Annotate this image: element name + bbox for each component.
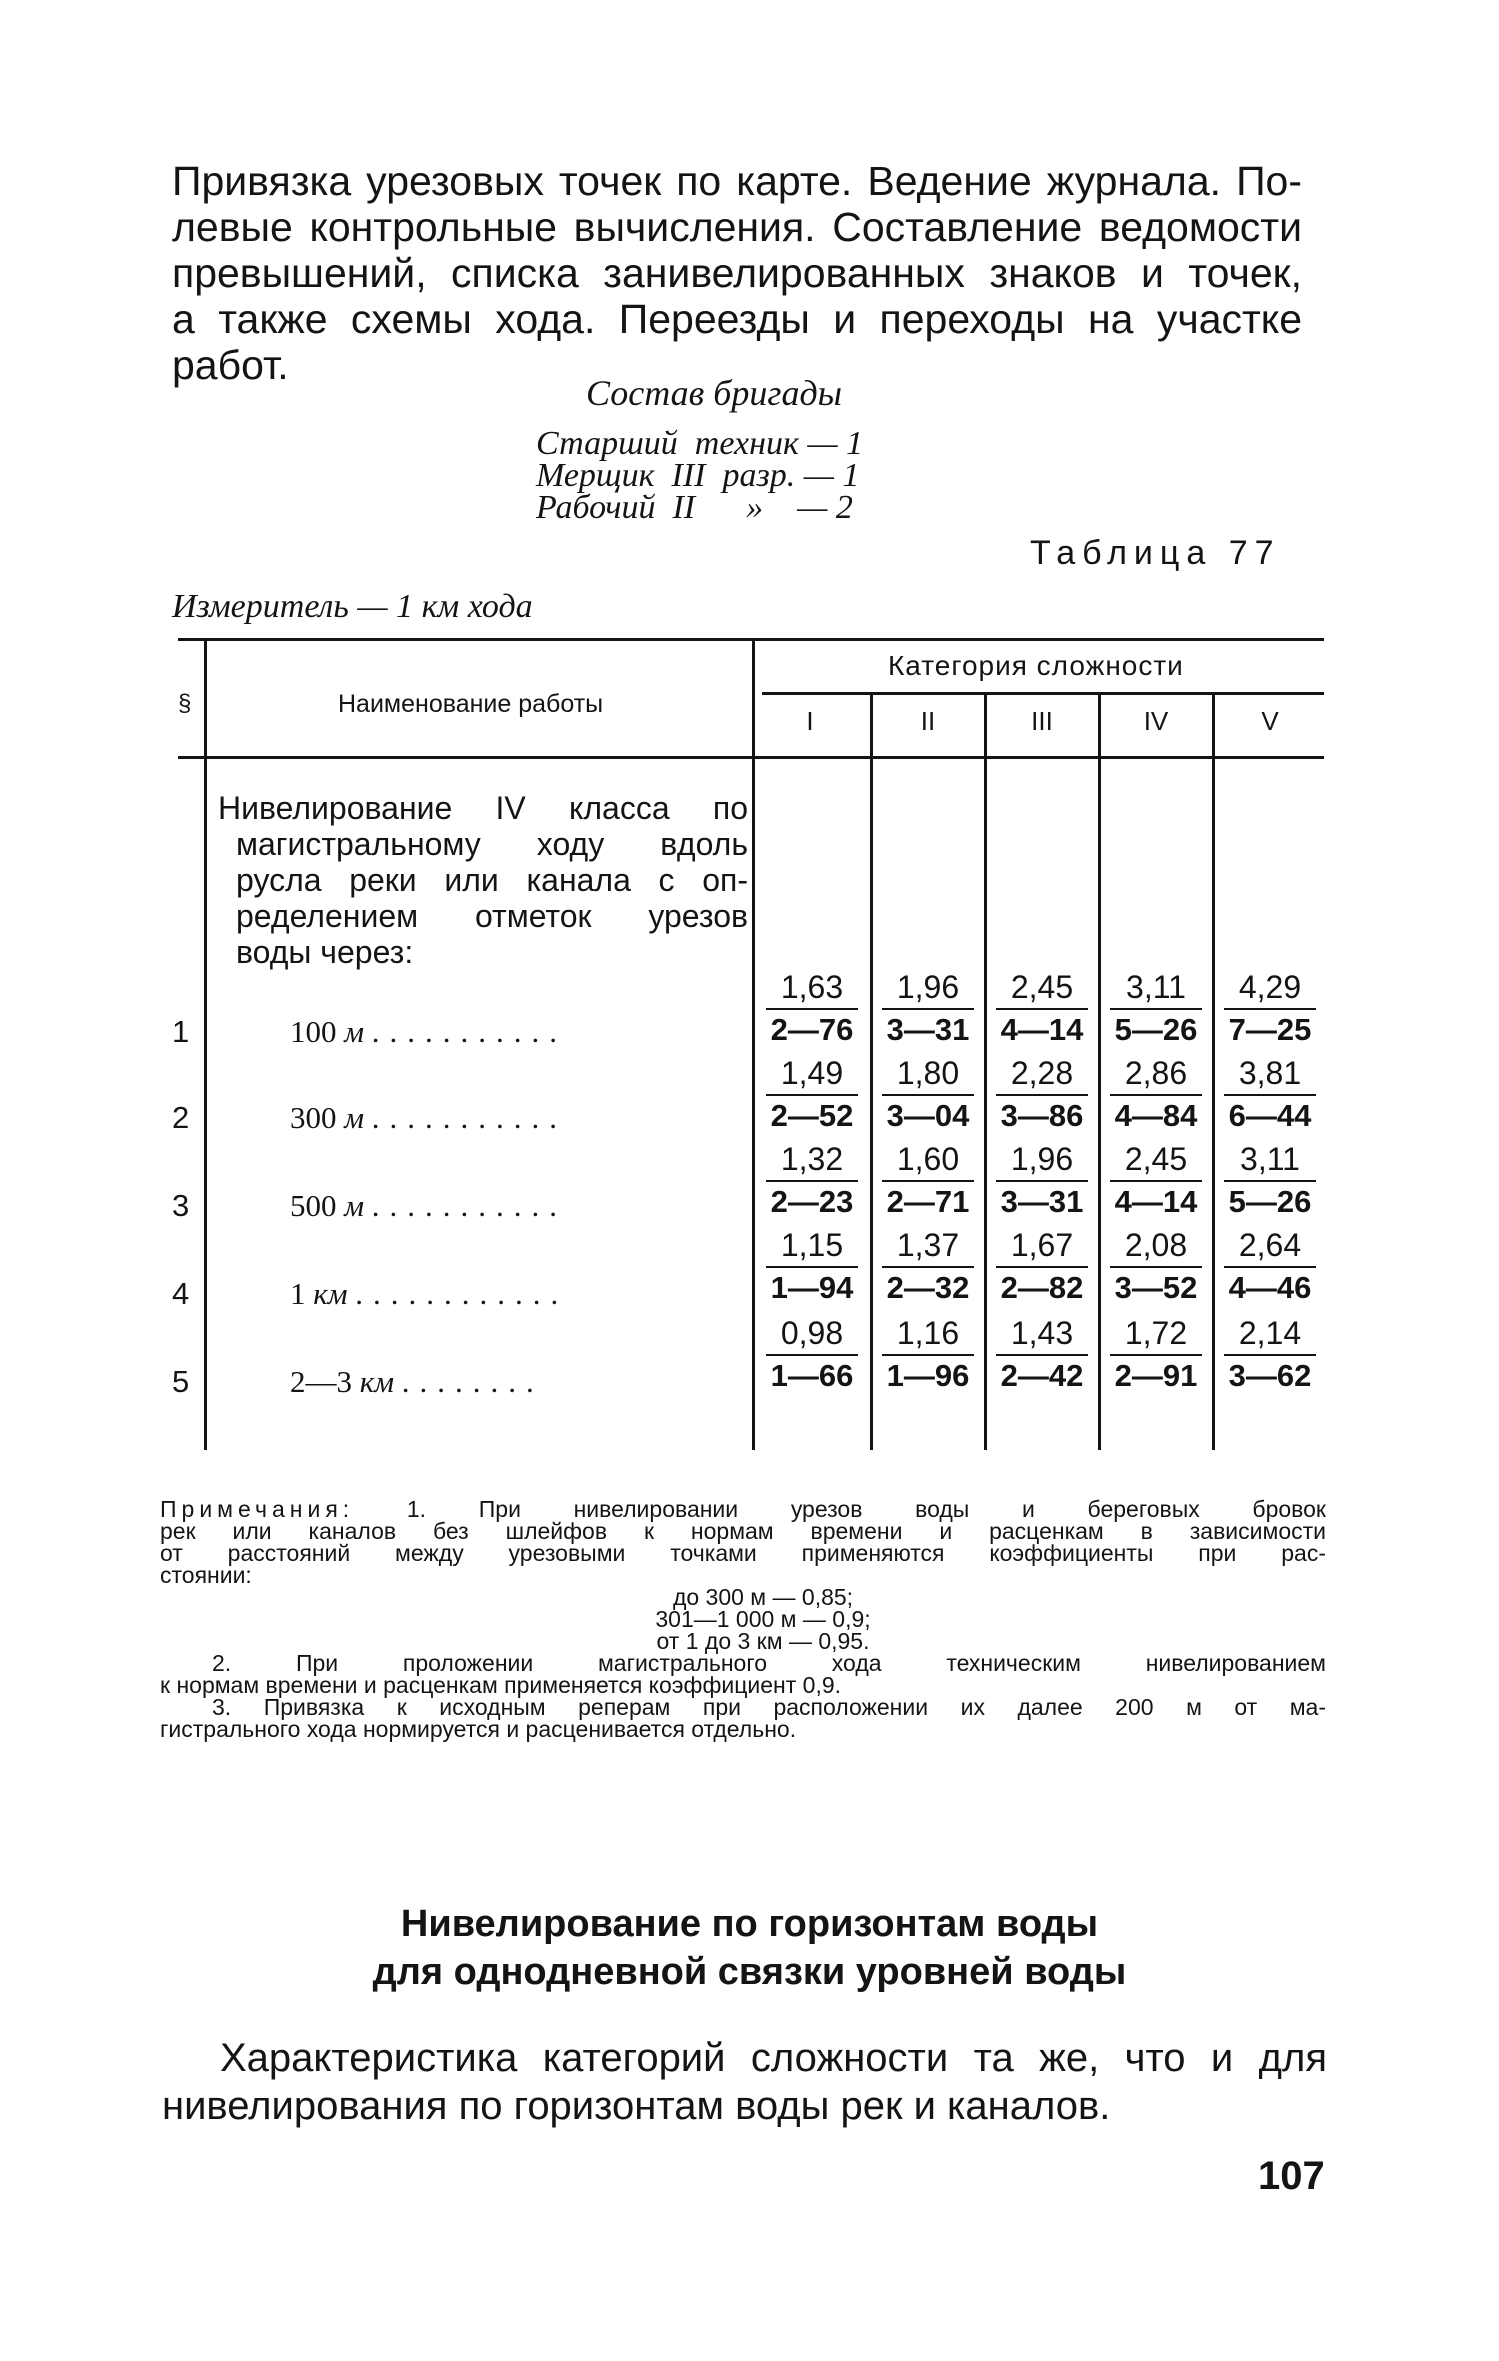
work-line: русла реки или канала с оп- [236, 862, 748, 898]
rate-cell [758, 1224, 866, 1308]
col-divider [984, 694, 987, 1450]
price: 2—32 [886, 1270, 970, 1305]
rate-cell [988, 1224, 1096, 1308]
time-norm: 3,11 [1126, 969, 1186, 1005]
price: 2—91 [1114, 1358, 1198, 1393]
time-norm: 2,28 [1010, 1055, 1074, 1091]
note-line: рек или каналов без шлейфов к нормам времени и расценкам в зависимости [160, 1518, 1326, 1544]
distance-value: 1 [290, 1276, 306, 1311]
work-line: Нивелирование IV класса по [218, 790, 748, 826]
col-work-header: Наименование работы [338, 690, 604, 718]
leader-dots: ........... [371, 1014, 568, 1049]
time-norm: 1,37 [896, 1227, 960, 1263]
intro-line: левые контрольные вычисления. Составление ведомости [172, 204, 1302, 250]
time-norm: 0,98 [780, 1315, 844, 1351]
rate-cell [758, 966, 866, 1050]
work-line: ределением отметок урезов [236, 898, 748, 934]
note-text: 1. При нивелировании урезов воды и береговых бровок [406, 1496, 1326, 1522]
time-norm: 1,80 [896, 1055, 960, 1091]
page-number: 107 [1258, 2154, 1325, 2198]
price: 3—62 [1228, 1358, 1312, 1393]
rate-cell [1102, 966, 1210, 1050]
col-divider [1098, 694, 1101, 1450]
leader-dots: ........... [371, 1100, 568, 1135]
col-divider [204, 638, 207, 1450]
price: 4—14 [1000, 1012, 1084, 1047]
char-line: Характеристика категорий сложности та же, что и для [220, 2036, 1327, 2080]
rate-cell [1102, 1138, 1210, 1222]
crew-list [536, 425, 864, 526]
distance-unit: км [313, 1276, 348, 1311]
coefficient-line: до 300 м — 0,85; [672, 1584, 854, 1610]
rate-cell [988, 1138, 1096, 1222]
distance-value: 500 [290, 1188, 337, 1223]
norms-table [172, 638, 1324, 1450]
distance-unit: км [359, 1364, 395, 1399]
time-norm: 1,96 [1010, 1141, 1074, 1177]
time-norm: 1,60 [896, 1141, 960, 1177]
note-line [160, 1498, 1326, 1520]
price: 2—76 [770, 1012, 854, 1047]
row-number: 1 [172, 1014, 190, 1049]
measure-unit: Измеритель — 1 км хода [172, 588, 533, 625]
rate-cell [988, 1312, 1096, 1396]
price: 5—26 [1228, 1184, 1312, 1219]
table-top-rule [178, 638, 1324, 641]
intro-paragraph [172, 158, 1302, 388]
intro-line: а также схемы хода. Переезды и переходы на участке работ. [172, 296, 1302, 388]
time-norm: 1,16 [896, 1315, 960, 1351]
section-heading-line: для однодневной связки уровней воды [372, 1951, 1127, 1993]
rate-cell [988, 966, 1096, 1050]
price: 4—84 [1114, 1098, 1198, 1133]
distance-unit: м [344, 1100, 365, 1135]
leader-dots: ........... [371, 1188, 568, 1223]
intro-line: Привязка урезовых точек по карте. Ведение журнала. По- [172, 158, 1302, 204]
time-norm: 1,67 [1010, 1227, 1074, 1263]
price: 3—31 [1000, 1184, 1084, 1219]
price: 7—25 [1228, 1012, 1312, 1047]
time-norm: 1,49 [780, 1055, 844, 1091]
row-number: 4 [172, 1276, 190, 1311]
price: 3—31 [886, 1012, 970, 1047]
crew-member: Рабочий II » — 2 [536, 489, 853, 526]
crew-member: Мерщик III разр. — 1 [536, 457, 860, 494]
time-norm: 2,45 [1124, 1141, 1188, 1177]
rate-cell [988, 1052, 1096, 1136]
rate-cell [874, 1138, 982, 1222]
price: 2—52 [770, 1098, 854, 1133]
rate-cell [874, 966, 982, 1050]
rate-cell [874, 1224, 982, 1308]
table-notes [160, 1498, 1326, 1740]
category-label: IV [1143, 706, 1169, 736]
time-norm: 3,81 [1238, 1055, 1302, 1091]
time-norm: 4,29 [1238, 969, 1302, 1005]
time-norm: 2,86 [1124, 1055, 1188, 1091]
rate-cell [1216, 966, 1324, 1050]
work-line: воды через: [236, 934, 414, 970]
time-norm: 1,32 [780, 1141, 844, 1177]
note-line: к нормам времени и расценкам применяется коэффициент 0,9. [160, 1672, 842, 1698]
price: 5—26 [1114, 1012, 1198, 1047]
coefficient-line: 301—1 000 м — 0,9; [655, 1606, 871, 1632]
notes-label: Примечания: [160, 1496, 355, 1522]
note-line: гистрального хода нормируется и расценивается отдельно. [160, 1716, 797, 1742]
time-norm: 1,72 [1124, 1315, 1188, 1351]
row-number: 5 [172, 1364, 190, 1399]
col-category-header: Категория сложности [888, 650, 1184, 681]
row-number: 3 [172, 1188, 190, 1223]
rate-cell [758, 1138, 866, 1222]
intro-line: превышений, списка занивелированных знаков и точек, [172, 250, 1302, 296]
row-number: 2 [172, 1100, 190, 1135]
work-line: магистральному ходу вдоль [236, 826, 748, 862]
time-norm: 1,43 [1010, 1315, 1074, 1351]
category-rule [762, 692, 1324, 695]
note-line: 3. Привязка к исходным реперам при расположении их далее 200 м от ма- [212, 1694, 1326, 1720]
price: 1—96 [886, 1358, 970, 1393]
col-divider [1212, 694, 1215, 1450]
price: 4—14 [1114, 1184, 1198, 1219]
rate-cell [1102, 1312, 1210, 1396]
price: 3—52 [1114, 1270, 1198, 1305]
distance-value: 300 [290, 1100, 337, 1135]
rate-cell [1216, 1224, 1324, 1308]
price: 1—66 [770, 1358, 854, 1393]
category-label: II [920, 706, 936, 736]
rate-cell [758, 1052, 866, 1136]
time-norm: 2,45 [1010, 969, 1074, 1005]
time-norm: 1,96 [896, 969, 960, 1005]
coefficient-line: от 1 до 3 км — 0,95. [656, 1628, 870, 1654]
distance-value: 100 [290, 1014, 337, 1049]
rate-cell [1102, 1224, 1210, 1308]
rate-cell [758, 1312, 866, 1396]
work-description [218, 790, 748, 970]
note-line: 2. При проложении магистрального хода техническим нивелированием [212, 1650, 1326, 1676]
characteristic-paragraph [162, 2034, 1327, 2130]
price: 3—86 [1000, 1098, 1084, 1133]
distance-unit: м [344, 1014, 365, 1049]
price: 2—71 [886, 1184, 970, 1219]
section-heading [0, 1900, 1499, 1996]
time-norm: 3,11 [1240, 1141, 1300, 1177]
category-label: I [806, 706, 814, 736]
time-norm: 2,14 [1238, 1315, 1302, 1351]
leader-dots: ........ [401, 1364, 544, 1399]
price: 2—23 [770, 1184, 854, 1219]
note-line: от расстояний между урезовыми точками применяются коэффициенты при рас- [160, 1540, 1326, 1566]
char-line: нивелирования по горизонтам воды рек и каналов. [162, 2084, 1111, 2128]
price: 2—42 [1000, 1358, 1084, 1393]
time-norm: 2,08 [1124, 1227, 1188, 1263]
col-divider [870, 694, 873, 1450]
category-label: III [1031, 706, 1053, 736]
price: 1—94 [770, 1270, 854, 1305]
rate-cell [874, 1052, 982, 1136]
leader-dots: ............ [355, 1276, 569, 1311]
time-norm: 2,64 [1238, 1227, 1302, 1263]
rate-cell [1216, 1312, 1324, 1396]
table-number: Таблица 77 [1030, 534, 1281, 572]
crew-member: Старший техник — 1 [536, 425, 864, 462]
price: 3—04 [886, 1098, 970, 1133]
price: 2—82 [1000, 1270, 1084, 1305]
rate-cell [1216, 1052, 1324, 1136]
time-norm: 1,15 [780, 1227, 844, 1263]
distance-value: 2—3 [290, 1364, 352, 1399]
col-section-header: § [178, 690, 192, 717]
rate-cell [1216, 1138, 1324, 1222]
section-heading-line: Нивелирование по горизонтам воды [400, 1903, 1099, 1945]
distance-unit: м [344, 1188, 365, 1223]
category-label: V [1261, 706, 1279, 736]
header-bottom-rule [178, 756, 1324, 759]
price: 6—44 [1228, 1098, 1312, 1133]
price: 4—46 [1228, 1270, 1312, 1305]
rate-cell [1102, 1052, 1210, 1136]
note-line: стоянии: [160, 1562, 252, 1588]
time-norm: 1,63 [780, 969, 844, 1005]
rate-cell [874, 1312, 982, 1396]
crew-title: Состав бригады [586, 373, 843, 413]
